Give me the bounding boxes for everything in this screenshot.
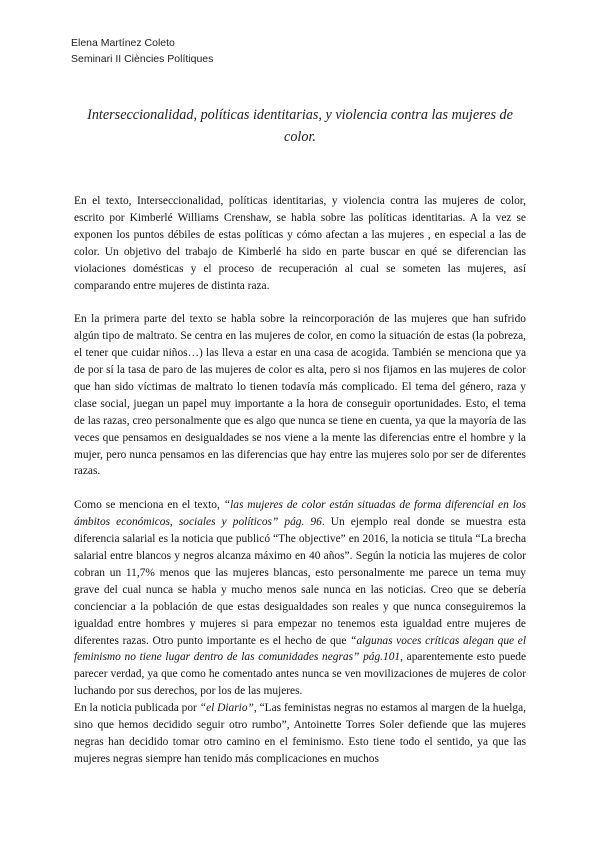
paragraph-el-diario [74,700,526,768]
document-body [74,193,526,768]
paragraph-brecha-salarial [74,497,526,700]
course-name: Seminari II Ciències Polítiques [71,53,214,65]
quote-text: “algunas voces críticas alegan que el feminismo no tiene lugar dentro de las comunidades negras” pág.101 [74,634,526,664]
text-run: . Un ejemplo real donde se muestra esta diferencia salarial es la noticia que publicó “The objective” en 2016, la noticia se titula “La brecha salarial entre blancos y negros alcanza máximo en 40 años”. Según la noticia las mujeres de color cobran un 11,7% menos que las mujeres blancas, esto personalmente me parece un tema muy grave del cual nunca se habla y mucho menos sale nunca en las noticias. Creo que se debería concienciar a la población de que estas desigualdades son reales y que nunca conseguiremos la igualdad entre hombres y mujeres si para empezar no tenemos esta igualdad entre mujeres de diferentes razas. Otro punto importante es el hecho de que [74,516,526,647]
text-run: En la noticia publicada por [74,702,200,715]
document-header [71,35,213,67]
text-run: , “Las feministas negras no estamos al margen de la huelga, sino que hemos decidido seguir otro rumbo”, Antoinette Torres Soler defiende que las mujeres negras han decidido tomar otro camino en el feminismo. Esto tiene todo el sentido, ya que las mujeres negras siempre han tenido más complicaciones en muchos [74,702,527,765]
quote-text: “las mujeres de color están situadas de forma diferencial en los ámbitos económicos, sociales y políticos” pág. 96 [74,499,526,529]
document-title: Interseccionalidad, políticas identitarias, y violencia contra las mujeres de color. [87,107,513,145]
text-run: Como se menciona en el texto, [74,499,224,512]
text-run: , aparentemente esto puede parecer verdad, ya que como he comentado antes nunca se ven movilizaciones de mujeres de color luchando por sus derechos, por los de las mujeres. [74,651,527,698]
author-name: Elena Martínez Coleto [71,37,175,49]
paragraph-intro: En el texto, Interseccionalidad, políticas identitarias, y violencia contra las mujeres de color, escrito por Kimberlé Williams Crenshaw, se habla sobre las políticas identitarias. A la vez se exponen los puntos débiles de estas políticas y cómo afectan a las mujeres , en especial a las de color. Un objetivo del trabajo de Kimberlé ha sido en parte buscar en qué se diferencian las violaciones domésticas y el proceso de recuperación al cual se someten las mujeres, así comparando entre mujeres de distinta raza. [74,195,526,292]
paragraph-maltrato: En la primera parte del texto se habla sobre la reincorporación de las mujeres que han sufrido algún tipo de maltrato. Se centra en las mujeres de color, en como la situación de estas (la pobreza, el tener que cuidar niños…) las lleva a estar en una casa de acogida. También se menciona que ya de por sí la tasa de paro de las mujeres de color es alta, pero si nos fijamos en las mujeres de color que han sido víctimas de maltrato lo tienen todavía más complicado. El tema del género, raza y clase social, juegan un papel muy importante a la hora de conseguir oportunidades. Esto, el tema de las razas, creo personalmente que es algo que nunca se tiene en cuenta, ya que la mayoría de las veces que pensamos en desigualdades se nos viene a la mente las diferencias entre el hombre y la mujer, pero nunca pensamos en las diferencias que hay entre las mujeres solo por ser de diferentes razas. [74,313,526,478]
quote-text: “el Diario” [199,702,254,715]
